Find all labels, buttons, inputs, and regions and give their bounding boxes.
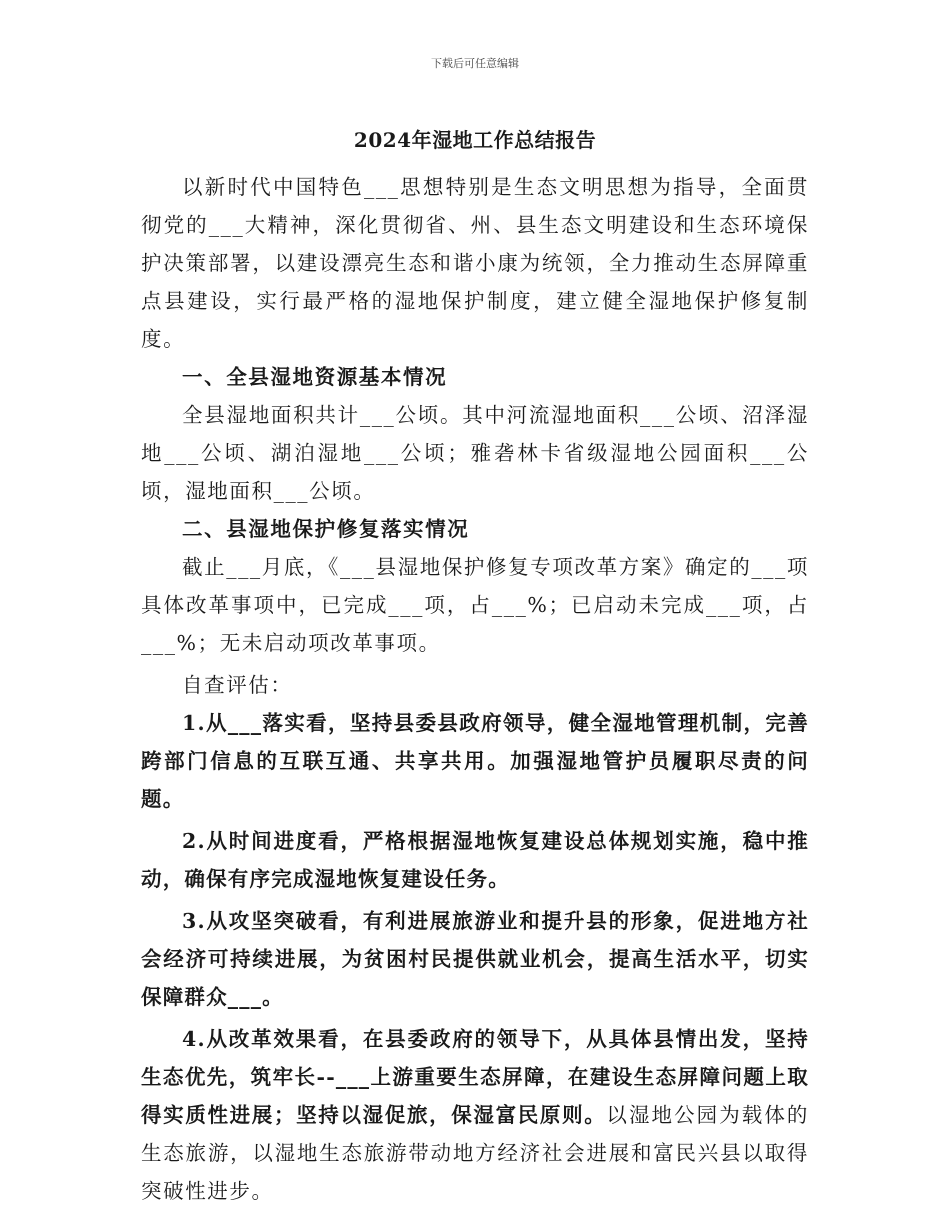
assessment-item-4-bold: 4.从改革效果看，在县委政府的领导下，从具体县情出发，坚持生态优先，筑牢长--___上游重要生态屏障，在建设生态屏障问题上取得实质性进展；坚持以湿促旅，保湿富民原则。 [141,1027,809,1127]
section-2-heading: 二、县湿地保护修复落实情况 [182,517,470,541]
section-2-body: 截止___月底，《___县湿地保护修复专项改革方案》确定的___项具体改革事项中，已完成___项，占___%；已启动未完成___项，占___%；无未启动项改革事项。 [141,555,809,655]
document-body [141,168,809,1210]
assessment-item-2: 2.从时间进度看，严格根据湿地恢复建设总体规划实施，稳中推动，确保有序完成湿地恢复建设任务。 [141,829,809,891]
assessment-item-4 [141,1020,809,1210]
section-1-heading: 一、全县湿地资源基本情况 [182,365,448,389]
assessment-item-3: 3.从攻坚突破看，有利进展旅游业和提升县的形象，促进地方社会经济可持续进展，为贫困村民提供就业机会，提高生活水平，切实保障群众___。 [141,909,809,1009]
intro-paragraph: 以新时代中国特色___思想特别是生态文明思想为指导，全面贯彻党的___大精神，深化贯彻省、州、县生态文明建设和生态环境保护决策部署，以建设漂亮生态和谐小康为统领，全力推动生态屏障重点县建设，实行最严格的湿地保护制度，建立健全湿地保护修复制度。 [141,175,809,351]
self-assessment-label: 自查评估： [182,673,293,697]
document-title: 2024年湿地工作总结报告 [353,128,597,152]
assessment-item-4-normal: 以湿地公园为载体的生态旅游，以湿地生态旅游带动地方经济社会进展和富民兴县以取得突破性进步。 [141,1103,809,1203]
assessment-item-1: 1.从___落实看，坚持县委县政府领导，健全湿地管理机制，完善跨部门信息的互联互通、共享共用。加强湿地管护员履职尽责的问题。 [141,711,809,811]
section-1-body: 全县湿地面积共计___公顷。其中河流湿地面积___公顷、沼泽湿地___公顷、湖泊湿地___公顷；雅砻林卡省级湿地公园面积___公顷，湿地面积___公顷。 [141,403,809,503]
page-header-note: 下载后可任意编辑 [431,57,519,70]
